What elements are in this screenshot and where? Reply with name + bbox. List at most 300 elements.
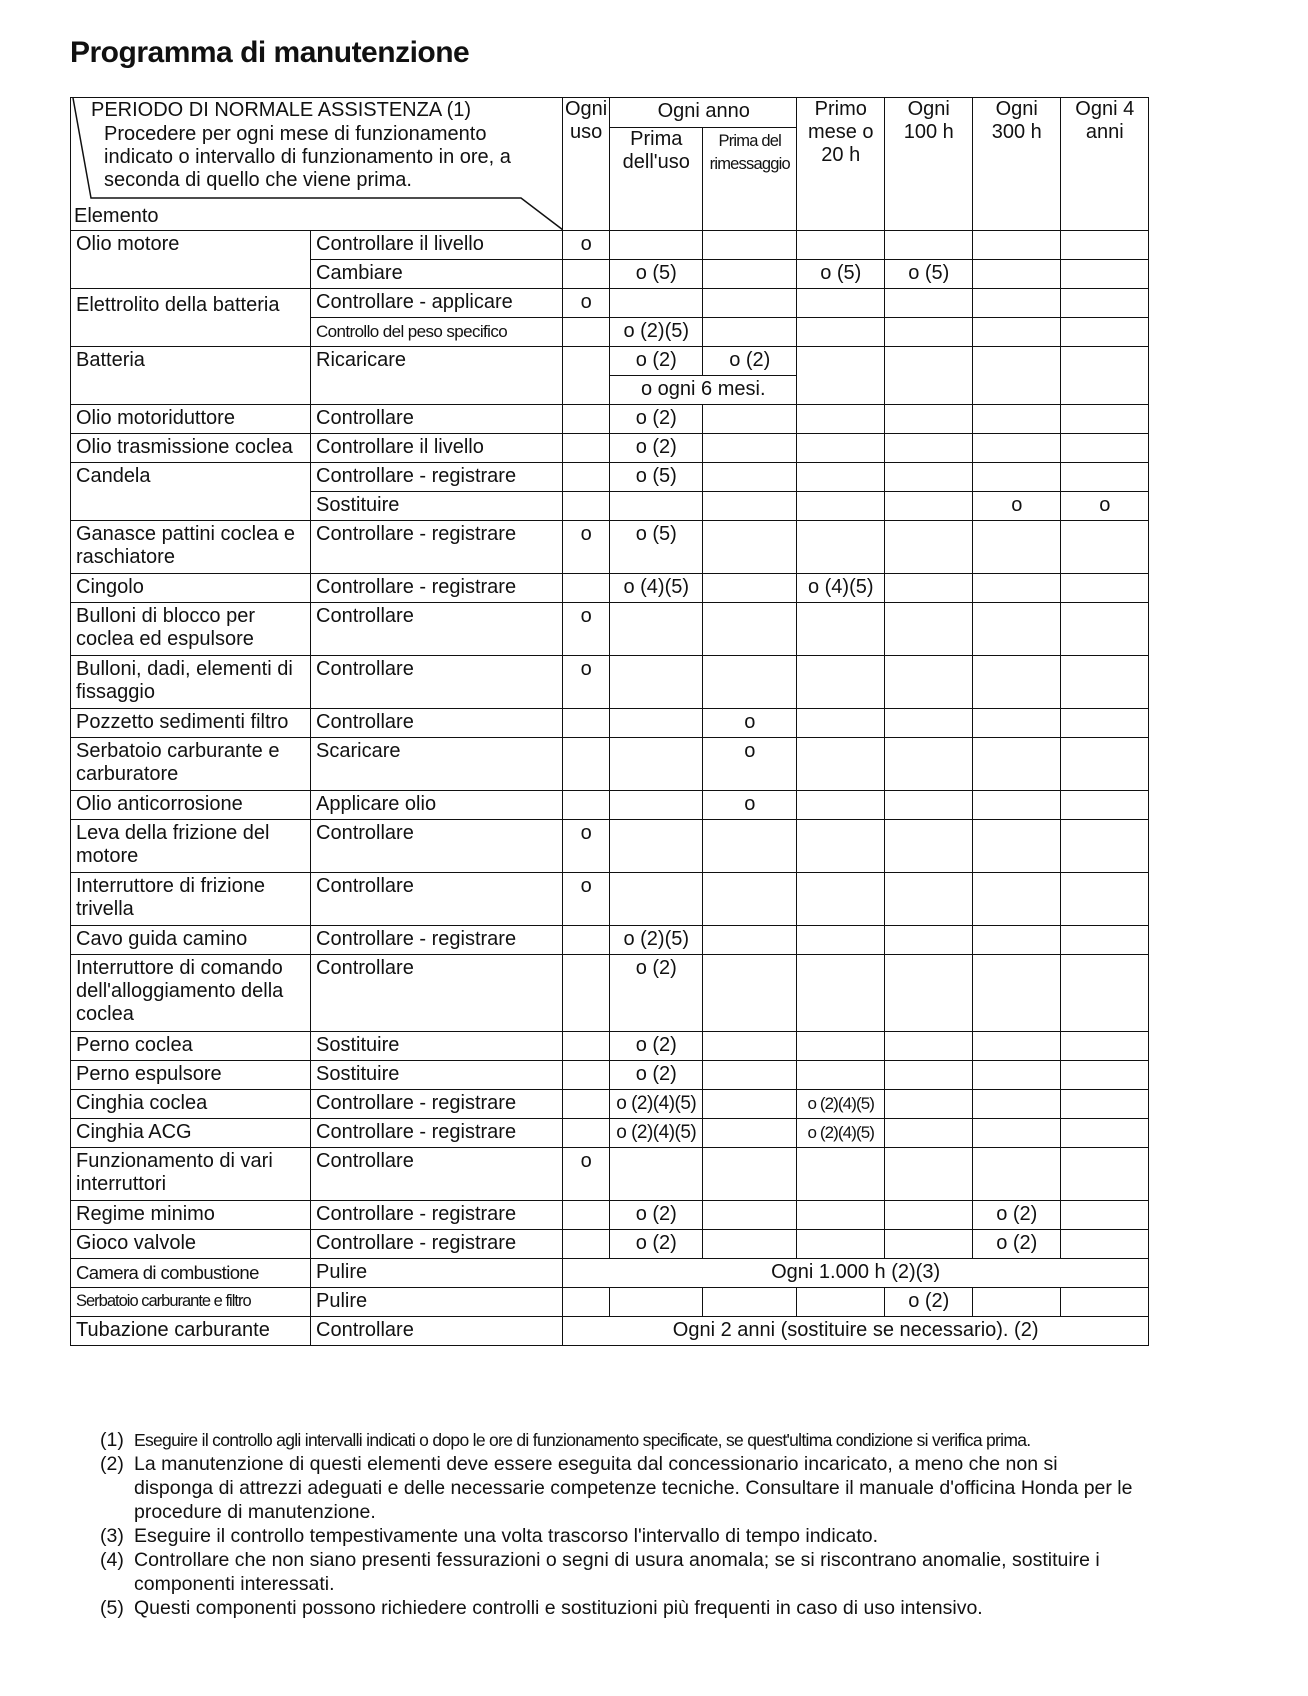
fuel-line-interval-cell: Ogni 2 anni (sostituire se necessario). (2) xyxy=(563,1317,1149,1346)
ogni-300h-cell xyxy=(973,656,1061,709)
table-row xyxy=(71,463,1149,492)
ogni-4anni-cell xyxy=(1061,1201,1149,1230)
item-cell: Funzionamento di vari interruttori xyxy=(71,1148,311,1201)
action-cell: Controllare xyxy=(311,820,563,873)
ogni-100h-cell xyxy=(885,1201,973,1230)
action-cell: Controllare - registrare xyxy=(311,463,563,492)
prima-rimessaggio-cell xyxy=(703,289,797,318)
prima-uso-cell xyxy=(610,820,703,873)
ogni-100h-cell xyxy=(885,1230,973,1259)
prima-uso-cell xyxy=(610,709,703,738)
ogni-uso-cell xyxy=(563,1230,610,1259)
footnote-text: Controllare che non siano presenti fessurazioni o segni di usura anomala; se si riscontrano anomalie, sostituire i componenti interessati. xyxy=(134,1549,1100,1595)
battery-recharge-interval-cell: o ogni 6 mesi. xyxy=(610,376,797,405)
ogni-uso-cell xyxy=(563,434,610,463)
prima-uso-cell: o (2) xyxy=(610,434,703,463)
item-cell: Regime minimo xyxy=(71,1201,311,1230)
footnote-2 xyxy=(100,1452,1220,1524)
col-header-ogni-300h: Ogni 300 h xyxy=(973,98,1061,231)
ogni-300h-cell xyxy=(973,434,1061,463)
ogni-100h-cell xyxy=(885,709,973,738)
table-row xyxy=(71,521,1149,574)
ogni-uso-cell: o xyxy=(563,873,610,926)
item-cell: Cavo guida camino xyxy=(71,926,311,955)
footnote-text: La manutenzione di questi elementi deve essere eseguita dal concessionario incaricato, a meno che non si disponga di attrezzi adeguati e delle necessarie competenze tecniche. Consultare il manuale d'officina Honda per le procedure di manutenzione. xyxy=(134,1453,1133,1523)
ogni-300h-cell xyxy=(973,955,1061,1032)
footnote-number: (5) xyxy=(100,1597,124,1619)
primo-mese-cell xyxy=(797,492,885,521)
item-cell: Olio motoriduttore xyxy=(71,405,311,434)
prima-rimessaggio-cell xyxy=(703,1119,797,1148)
ogni-100h-cell: o (2) xyxy=(885,1288,973,1317)
action-cell: Controllare xyxy=(311,1148,563,1201)
prima-uso-cell: o (2)(4)(5) xyxy=(610,1090,703,1119)
primo-mese-cell xyxy=(797,820,885,873)
prima-uso-cell: o (5) xyxy=(610,463,703,492)
ogni-uso-cell: o xyxy=(563,656,610,709)
footnote-text: Eseguire il controllo agli intervalli indicati o dopo le ore di funzionamento specificate, se quest'ultima condizione si verifica prima. xyxy=(134,1430,1031,1450)
primo-mese-cell xyxy=(797,1061,885,1090)
footnotes xyxy=(100,1428,1220,1620)
ogni-100h-cell xyxy=(885,955,973,1032)
prima-uso-cell xyxy=(610,289,703,318)
ogni-4anni-cell xyxy=(1061,1090,1149,1119)
ogni-uso-cell xyxy=(563,260,610,289)
ogni-100h-cell xyxy=(885,873,973,926)
col-header-ogni-4anni: Ogni 4 anni xyxy=(1061,98,1149,231)
ogni-uso-cell: o xyxy=(563,820,610,873)
action-cell: Controllare - registrare xyxy=(311,1230,563,1259)
prima-rimessaggio-cell xyxy=(703,492,797,521)
prima-rimessaggio-cell xyxy=(703,405,797,434)
ogni-100h-cell xyxy=(885,347,973,405)
period-title: PERIODO DI NORMALE ASSISTENZA (1) xyxy=(91,99,472,121)
prima-uso-cell: o (5) xyxy=(610,521,703,574)
item-cell: Ganasce pattini coclea e raschiatore xyxy=(71,521,311,574)
ogni-uso-cell xyxy=(563,1201,610,1230)
primo-mese-cell: o (2)(4)(5) xyxy=(797,1119,885,1148)
item-cell: Elettrolito della batteria xyxy=(71,289,311,347)
item-cell: Cinghia ACG xyxy=(71,1119,311,1148)
ogni-300h-cell xyxy=(973,738,1061,791)
primo-mese-cell xyxy=(797,603,885,656)
prima-rimessaggio-cell xyxy=(703,521,797,574)
action-cell: Sostituire xyxy=(311,492,563,521)
prima-uso-cell: o (2)(5) xyxy=(610,318,703,347)
primo-mese-cell xyxy=(797,1148,885,1201)
item-cell: Gioco valvole xyxy=(71,1230,311,1259)
action-cell: Controllare xyxy=(311,405,563,434)
ogni-4anni-cell xyxy=(1061,656,1149,709)
prima-rimessaggio-cell xyxy=(703,463,797,492)
ogni-4anni-cell xyxy=(1061,463,1149,492)
ogni-4anni-cell xyxy=(1061,574,1149,603)
table-row xyxy=(71,434,1149,463)
prima-rimessaggio-cell xyxy=(703,574,797,603)
action-cell: Controllare - registrare xyxy=(311,521,563,574)
col-header-ogni-anno: Ogni anno xyxy=(610,98,797,128)
action-cell: Pulire xyxy=(311,1288,563,1317)
ogni-100h-cell: o (5) xyxy=(885,260,973,289)
item-cell: Perno espulsore xyxy=(71,1061,311,1090)
ogni-uso-cell xyxy=(563,709,610,738)
ogni-4anni-cell xyxy=(1061,820,1149,873)
ogni-uso-cell: o xyxy=(563,603,610,656)
primo-mese-cell xyxy=(797,347,885,405)
table-row xyxy=(71,289,1149,318)
table-row xyxy=(71,603,1149,656)
item-cell: Candela xyxy=(71,463,311,521)
prima-uso-cell xyxy=(610,656,703,709)
footnote-text: Eseguire il controllo tempestivamente una volta trascorso l'intervallo di tempo indicato. xyxy=(134,1525,879,1547)
table-row xyxy=(71,926,1149,955)
ogni-100h-cell xyxy=(885,574,973,603)
ogni-300h-cell xyxy=(973,1119,1061,1148)
ogni-300h-cell xyxy=(973,231,1061,260)
prima-uso-cell: o (2) xyxy=(610,347,703,376)
action-cell: Cambiare xyxy=(311,260,563,289)
prima-rimessaggio-cell xyxy=(703,1288,797,1317)
table-row xyxy=(71,820,1149,873)
ogni-300h-cell xyxy=(973,260,1061,289)
ogni-4anni-cell xyxy=(1061,1119,1149,1148)
primo-mese-cell xyxy=(797,434,885,463)
item-cell: Bulloni di blocco per coclea ed espulsore xyxy=(71,603,311,656)
footnote-text: Questi componenti possono richiedere controlli e sostituzioni più frequenti in caso di uso intensivo. xyxy=(134,1597,983,1619)
primo-mese-cell: o (4)(5) xyxy=(797,574,885,603)
prima-rimessaggio-cell: o xyxy=(703,709,797,738)
ogni-4anni-cell xyxy=(1061,231,1149,260)
ogni-100h-cell xyxy=(885,791,973,820)
primo-mese-cell xyxy=(797,926,885,955)
item-cell: Interruttore di frizione trivella xyxy=(71,873,311,926)
action-cell: Controllare - applicare xyxy=(311,289,563,318)
prima-rimessaggio-cell xyxy=(703,926,797,955)
prima-rimessaggio-cell xyxy=(703,1032,797,1061)
action-cell: Pulire xyxy=(311,1259,563,1288)
ogni-4anni-cell xyxy=(1061,1032,1149,1061)
action-cell: Controllare - registrare xyxy=(311,1201,563,1230)
table-row xyxy=(71,574,1149,603)
prima-uso-cell: o (2)(5) xyxy=(610,926,703,955)
item-cell: Serbatoio carburante e filtro xyxy=(71,1288,311,1317)
action-cell: Controllare il livello xyxy=(311,434,563,463)
primo-mese-cell xyxy=(797,709,885,738)
table-row xyxy=(71,1148,1149,1201)
col-header-prima-uso: Prima dell'uso xyxy=(610,127,703,230)
ogni-4anni-cell xyxy=(1061,434,1149,463)
header-row-1 xyxy=(71,98,1149,128)
prima-rimessaggio-cell xyxy=(703,873,797,926)
primo-mese-cell xyxy=(797,231,885,260)
footnote-3 xyxy=(100,1524,1220,1548)
action-cell: Controllare - registrare xyxy=(311,574,563,603)
item-cell: Cingolo xyxy=(71,574,311,603)
prima-uso-cell xyxy=(610,603,703,656)
ogni-4anni-cell: o xyxy=(1061,492,1149,521)
primo-mese-cell xyxy=(797,521,885,574)
ogni-uso-cell xyxy=(563,347,610,405)
footnote-1 xyxy=(100,1428,1220,1452)
footnote-number: (2) xyxy=(100,1453,124,1475)
col-header-primo-mese: Primo mese o 20 h xyxy=(797,98,885,231)
ogni-4anni-cell xyxy=(1061,347,1149,405)
table-row xyxy=(71,347,1149,376)
prima-uso-cell xyxy=(610,873,703,926)
ogni-300h-cell xyxy=(973,709,1061,738)
prima-uso-cell xyxy=(610,1288,703,1317)
action-cell: Controllo del peso specifico xyxy=(311,318,563,347)
ogni-uso-cell xyxy=(563,1061,610,1090)
item-cell: Pozzetto sedimenti filtro xyxy=(71,709,311,738)
item-cell: Camera di combustione xyxy=(71,1259,311,1288)
prima-rimessaggio-cell xyxy=(703,1090,797,1119)
ogni-4anni-cell xyxy=(1061,1288,1149,1317)
ogni-300h-cell: o (2) xyxy=(973,1230,1061,1259)
action-cell: Controllare xyxy=(311,603,563,656)
table-row xyxy=(71,231,1149,260)
ogni-4anni-cell xyxy=(1061,603,1149,656)
prima-rimessaggio-cell xyxy=(703,318,797,347)
table-row xyxy=(71,1061,1149,1090)
ogni-4anni-cell xyxy=(1061,709,1149,738)
ogni-4anni-cell xyxy=(1061,926,1149,955)
prima-rimessaggio-cell: o (2) xyxy=(703,347,797,376)
prima-uso-cell: o (2) xyxy=(610,1201,703,1230)
prima-uso-cell: o (2) xyxy=(610,405,703,434)
ogni-4anni-cell xyxy=(1061,260,1149,289)
ogni-4anni-cell xyxy=(1061,955,1149,1032)
table-row xyxy=(71,1032,1149,1061)
prima-uso-cell xyxy=(610,791,703,820)
action-cell: Scaricare xyxy=(311,738,563,791)
ogni-uso-cell: o xyxy=(563,231,610,260)
action-cell: Controllare - registrare xyxy=(311,926,563,955)
ogni-300h-cell: o (2) xyxy=(973,1201,1061,1230)
primo-mese-cell xyxy=(797,1230,885,1259)
ogni-300h-cell xyxy=(973,820,1061,873)
ogni-100h-cell xyxy=(885,231,973,260)
ogni-uso-cell: o xyxy=(563,521,610,574)
ogni-300h-cell xyxy=(973,289,1061,318)
prima-uso-cell xyxy=(610,1148,703,1201)
ogni-4anni-cell xyxy=(1061,405,1149,434)
item-column-label: Elemento xyxy=(74,205,159,227)
prima-uso-cell: o (4)(5) xyxy=(610,574,703,603)
ogni-300h-cell xyxy=(973,603,1061,656)
action-cell: Ricaricare xyxy=(311,347,563,405)
col-header-ogni-uso: Ogni uso xyxy=(563,98,610,231)
ogni-uso-cell xyxy=(563,318,610,347)
primo-mese-cell xyxy=(797,1032,885,1061)
item-cell: Cinghia coclea xyxy=(71,1090,311,1119)
col-header-prima-rimessaggio: Prima del rimessaggio xyxy=(703,127,797,230)
prima-uso-cell: o (2) xyxy=(610,1230,703,1259)
prima-rimessaggio-cell xyxy=(703,1230,797,1259)
ogni-300h-cell: o xyxy=(973,492,1061,521)
ogni-uso-cell xyxy=(563,574,610,603)
prima-uso-cell: o (2) xyxy=(610,955,703,1032)
ogni-300h-cell xyxy=(973,873,1061,926)
ogni-uso-cell xyxy=(563,926,610,955)
ogni-4anni-cell xyxy=(1061,791,1149,820)
table-row xyxy=(71,405,1149,434)
primo-mese-cell xyxy=(797,318,885,347)
ogni-uso-cell xyxy=(563,1119,610,1148)
prima-rimessaggio-cell xyxy=(703,955,797,1032)
action-cell: Controllare xyxy=(311,1317,563,1346)
ogni-uso-cell xyxy=(563,463,610,492)
ogni-300h-cell xyxy=(973,463,1061,492)
prima-rimessaggio-cell xyxy=(703,603,797,656)
ogni-100h-cell xyxy=(885,926,973,955)
primo-mese-cell: o (2)(4)(5) xyxy=(797,1090,885,1119)
ogni-300h-cell xyxy=(973,926,1061,955)
ogni-300h-cell xyxy=(973,1061,1061,1090)
action-cell: Controllare xyxy=(311,709,563,738)
ogni-uso-cell xyxy=(563,738,610,791)
ogni-4anni-cell xyxy=(1061,521,1149,574)
ogni-4anni-cell xyxy=(1061,318,1149,347)
item-cell: Leva della frizione del motore xyxy=(71,820,311,873)
period-note: Procedere per ogni mese di funzionamento indicato o intervallo di funzionamento in ore, a seconda di quello che viene prima. xyxy=(104,123,511,191)
ogni-100h-cell xyxy=(885,1148,973,1201)
table-row xyxy=(71,1230,1149,1259)
table-row xyxy=(71,656,1149,709)
prima-uso-cell xyxy=(610,231,703,260)
prima-rimessaggio-cell xyxy=(703,1201,797,1230)
table-row xyxy=(71,738,1149,791)
table-row xyxy=(71,1288,1149,1317)
table-row xyxy=(71,1119,1149,1148)
ogni-100h-cell xyxy=(885,1032,973,1061)
ogni-4anni-cell xyxy=(1061,1148,1149,1201)
action-cell: Applicare olio xyxy=(311,791,563,820)
page-title: Programma di manutenzione xyxy=(70,36,470,69)
prima-uso-cell: o (5) xyxy=(610,260,703,289)
table-row xyxy=(71,709,1149,738)
ogni-100h-cell xyxy=(885,521,973,574)
ogni-4anni-cell xyxy=(1061,873,1149,926)
table-row xyxy=(71,955,1149,1032)
ogni-100h-cell xyxy=(885,289,973,318)
ogni-4anni-cell xyxy=(1061,289,1149,318)
ogni-uso-cell xyxy=(563,492,610,521)
table-row xyxy=(71,1259,1149,1288)
ogni-300h-cell xyxy=(973,574,1061,603)
prima-uso-cell xyxy=(610,738,703,791)
primo-mese-cell: o (5) xyxy=(797,260,885,289)
ogni-uso-cell xyxy=(563,791,610,820)
table-row xyxy=(71,1317,1149,1346)
footnote-number: (4) xyxy=(100,1549,124,1571)
item-cell: Batteria xyxy=(71,347,311,405)
table-row xyxy=(71,1201,1149,1230)
ogni-300h-cell xyxy=(973,521,1061,574)
ogni-4anni-cell xyxy=(1061,1061,1149,1090)
primo-mese-cell xyxy=(797,955,885,1032)
maintenance-schedule-table xyxy=(70,97,1149,1346)
primo-mese-cell xyxy=(797,1201,885,1230)
ogni-100h-cell xyxy=(885,1061,973,1090)
prima-rimessaggio-cell xyxy=(703,656,797,709)
action-cell: Sostituire xyxy=(311,1061,563,1090)
action-cell: Controllare xyxy=(311,656,563,709)
prima-uso-cell: o (2)(4)(5) xyxy=(610,1119,703,1148)
ogni-300h-cell xyxy=(973,1148,1061,1201)
item-cell: Serbatoio carburante e carburatore xyxy=(71,738,311,791)
ogni-uso-cell xyxy=(563,1032,610,1061)
ogni-100h-cell xyxy=(885,434,973,463)
item-cell: Tubazione carburante xyxy=(71,1317,311,1346)
primo-mese-cell xyxy=(797,656,885,709)
ogni-100h-cell xyxy=(885,820,973,873)
action-cell: Sostituire xyxy=(311,1032,563,1061)
action-cell: Controllare - registrare xyxy=(311,1090,563,1119)
item-cell: Perno coclea xyxy=(71,1032,311,1061)
footnote-number: (1) xyxy=(100,1429,124,1451)
ogni-uso-cell xyxy=(563,1288,610,1317)
ogni-4anni-cell xyxy=(1061,1230,1149,1259)
action-cell: Controllare il livello xyxy=(311,231,563,260)
prima-rimessaggio-cell xyxy=(703,434,797,463)
primo-mese-cell xyxy=(797,1288,885,1317)
col-header-ogni-100h: Ogni 100 h xyxy=(885,98,973,231)
primo-mese-cell xyxy=(797,405,885,434)
item-cell: Olio motore xyxy=(71,231,311,289)
primo-mese-cell xyxy=(797,289,885,318)
ogni-100h-cell xyxy=(885,738,973,791)
item-cell: Olio trasmissione coclea xyxy=(71,434,311,463)
footnote-number: (3) xyxy=(100,1525,124,1547)
ogni-100h-cell xyxy=(885,603,973,656)
ogni-uso-cell: o xyxy=(563,1148,610,1201)
prima-rimessaggio-cell xyxy=(703,231,797,260)
prima-uso-cell: o (2) xyxy=(610,1061,703,1090)
prima-rimessaggio-cell: o xyxy=(703,738,797,791)
action-cell: Controllare - registrare xyxy=(311,1119,563,1148)
ogni-100h-cell xyxy=(885,656,973,709)
ogni-uso-cell: o xyxy=(563,289,610,318)
primo-mese-cell xyxy=(797,738,885,791)
ogni-100h-cell xyxy=(885,405,973,434)
ogni-300h-cell xyxy=(973,405,1061,434)
primo-mese-cell xyxy=(797,791,885,820)
ogni-uso-cell xyxy=(563,405,610,434)
prima-rimessaggio-cell xyxy=(703,820,797,873)
ogni-300h-cell xyxy=(973,318,1061,347)
prima-uso-cell xyxy=(610,492,703,521)
item-cell: Bulloni, dadi, elementi di fissaggio xyxy=(71,656,311,709)
combustion-interval-cell: Ogni 1.000 h (2)(3) xyxy=(563,1259,1149,1288)
prima-rimessaggio-cell xyxy=(703,260,797,289)
ogni-uso-cell xyxy=(563,1090,610,1119)
primo-mese-cell xyxy=(797,463,885,492)
ogni-100h-cell xyxy=(885,1090,973,1119)
ogni-300h-cell xyxy=(973,791,1061,820)
prima-rimessaggio-cell xyxy=(703,1148,797,1201)
header-corner-cell xyxy=(71,98,563,231)
ogni-100h-cell xyxy=(885,492,973,521)
action-cell: Controllare xyxy=(311,955,563,1032)
table-row xyxy=(71,1090,1149,1119)
ogni-100h-cell xyxy=(885,463,973,492)
prima-uso-cell: o (2) xyxy=(610,1032,703,1061)
item-cell: Interruttore di comando dell'alloggiamento della coclea xyxy=(71,955,311,1032)
ogni-300h-cell xyxy=(973,1288,1061,1317)
ogni-100h-cell xyxy=(885,318,973,347)
ogni-300h-cell xyxy=(973,347,1061,405)
